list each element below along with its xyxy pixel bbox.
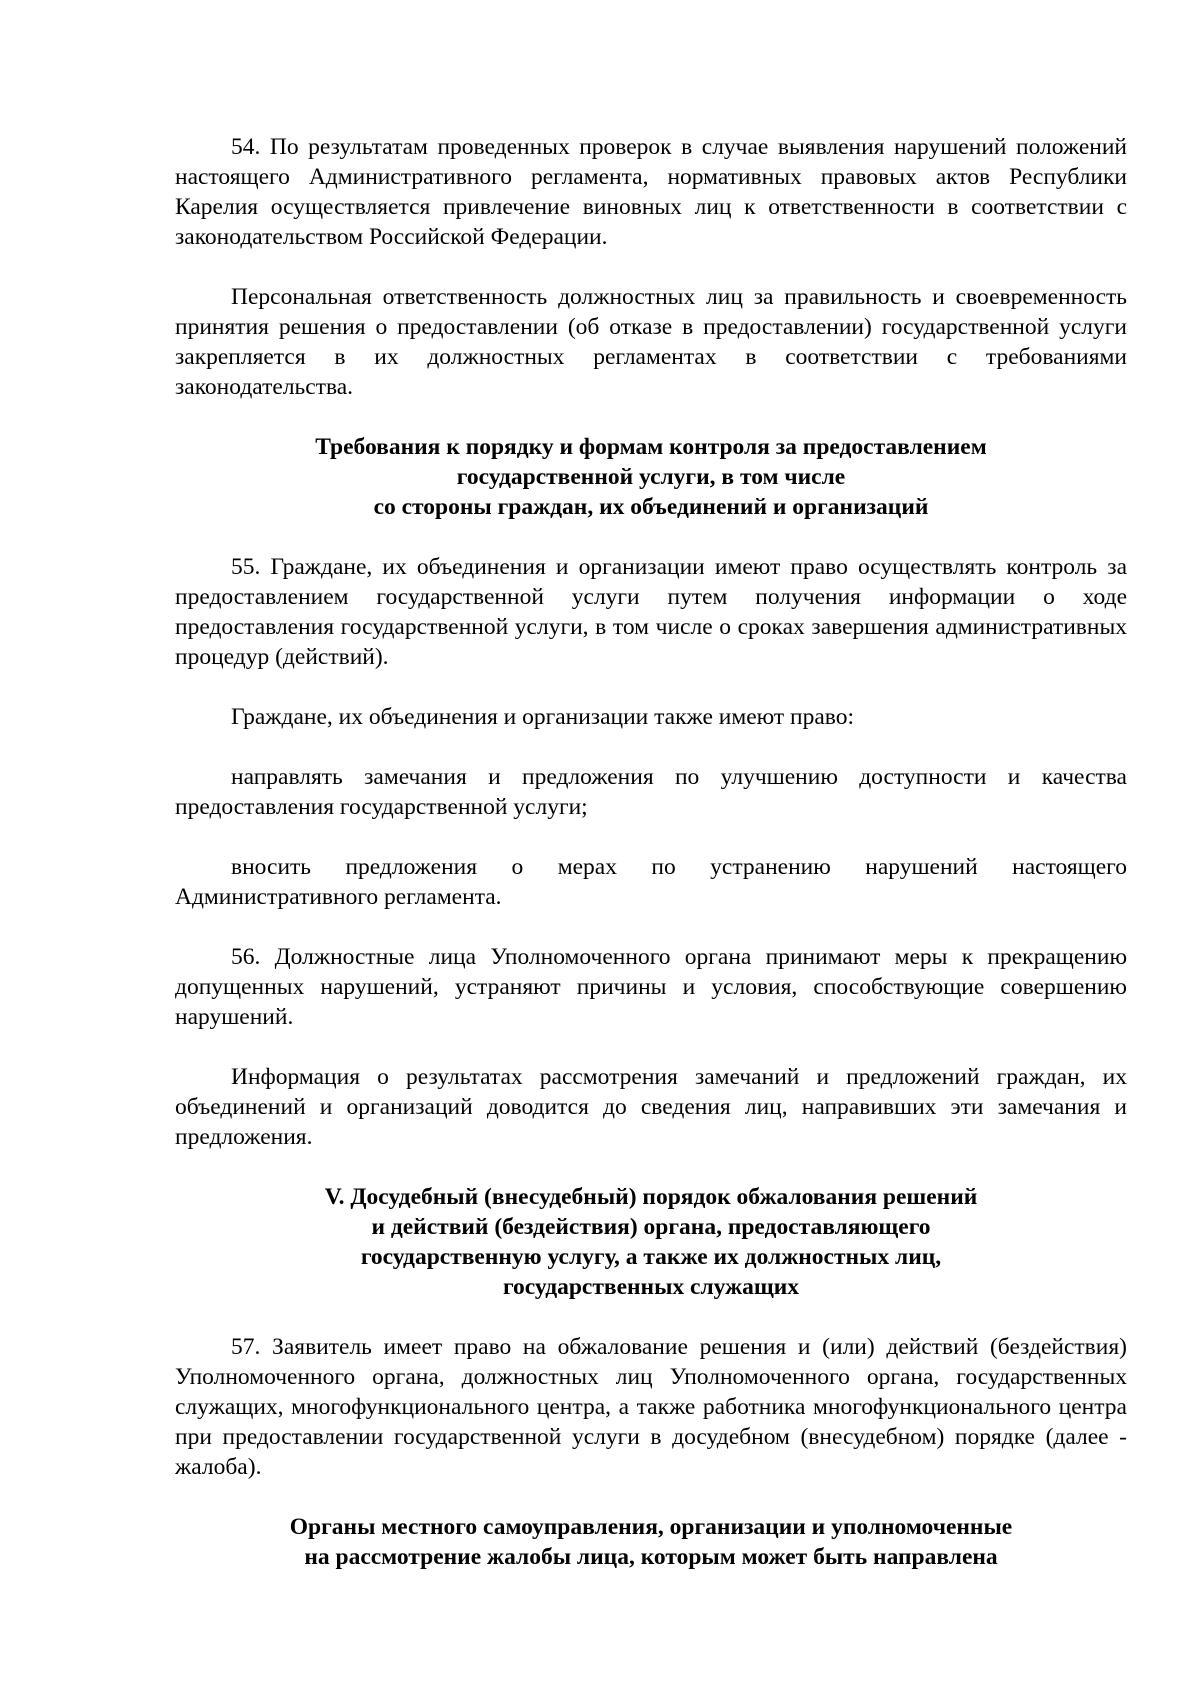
heading-line: государственных служащих [502,1274,800,1300]
paragraph-54: 54. По результатам проведенных проверок в случае выявления нарушений положений настоящего Административного регламента, нормативных правовых актов Республики Карелия осуществляется привлечение виновных лиц к ответственности в соответствии с законодательством Российской Федерации. [175,134,1127,250]
heading-complaint-bodies [175,1512,1127,1572]
heading-line: V. Досудебный (внесудебный) порядок обжалования решений [324,1184,978,1210]
paragraph-56: 56. Должностные лица Уполномоченного органа принимают меры к прекращению допущенных нарушений, устраняют причины и условия, способствующие совершению нарушений. [175,944,1127,1030]
heading-line: Требования к порядку и формам контроля за предоставлением [315,434,987,460]
paragraph-personal-responsibility: Персональная ответственность должностных лиц за правильность и своевременность принятия решения о предоставлении (об отказе в предоставлении) государственной услуги закрепляется в их должностных регламентах в соответствии с требованиями законодательства. [175,284,1127,400]
heading-line: на рассмотрение жалобы лица, которым может быть направлена [304,1544,998,1570]
heading-line: со стороны граждан, их объединений и организаций [373,494,929,520]
heading-line: государственной услуги, в том числе [456,464,846,490]
paragraph-57: 57. Заявитель имеет право на обжалование решения и (или) действий (бездействия) Уполномоченного органа, должностных лиц Уполномоченного органа, государственных служащих, многофункционального центра, а также работника многофункционального центра при предоставлении государственной услуги в досудебном (внесудебном) порядке (далее - жалоба). [175,1334,1127,1480]
paragraph-55: 55. Граждане, их объединения и организации имеют право осуществлять контроль за предоставлением государственной услуги путем получения информации о ходе предоставления государственной услуги, в том числе о сроках завершения административных процедур (действий). [175,554,1127,670]
heading-line: и действий (бездействия) органа, предоставляющего [371,1214,931,1240]
document-body [175,132,1127,1572]
paragraph-55-proposals: вносить предложения о мерах по устранению нарушений настоящего Административного регламента. [175,854,1127,910]
paragraph-56-info: Информация о результатах рассмотрения замечаний и предложений граждан, их объединений и организаций доводится до сведения лиц, направивших эти замечания и предложения. [175,1064,1127,1150]
paragraph-55-remarks: направлять замечания и предложения по улучшению доступности и качества предоставления государственной услуги; [175,764,1127,820]
heading-line: Органы местного самоуправления, организации и уполномоченные [289,1514,1013,1540]
heading-section-v [175,1182,1127,1302]
heading-control-requirements [175,432,1127,522]
paragraph-55-also: Граждане, их объединения и организации также имеют право: [231,704,855,730]
heading-line: государственную услугу, а также их должностных лиц, [360,1244,942,1270]
